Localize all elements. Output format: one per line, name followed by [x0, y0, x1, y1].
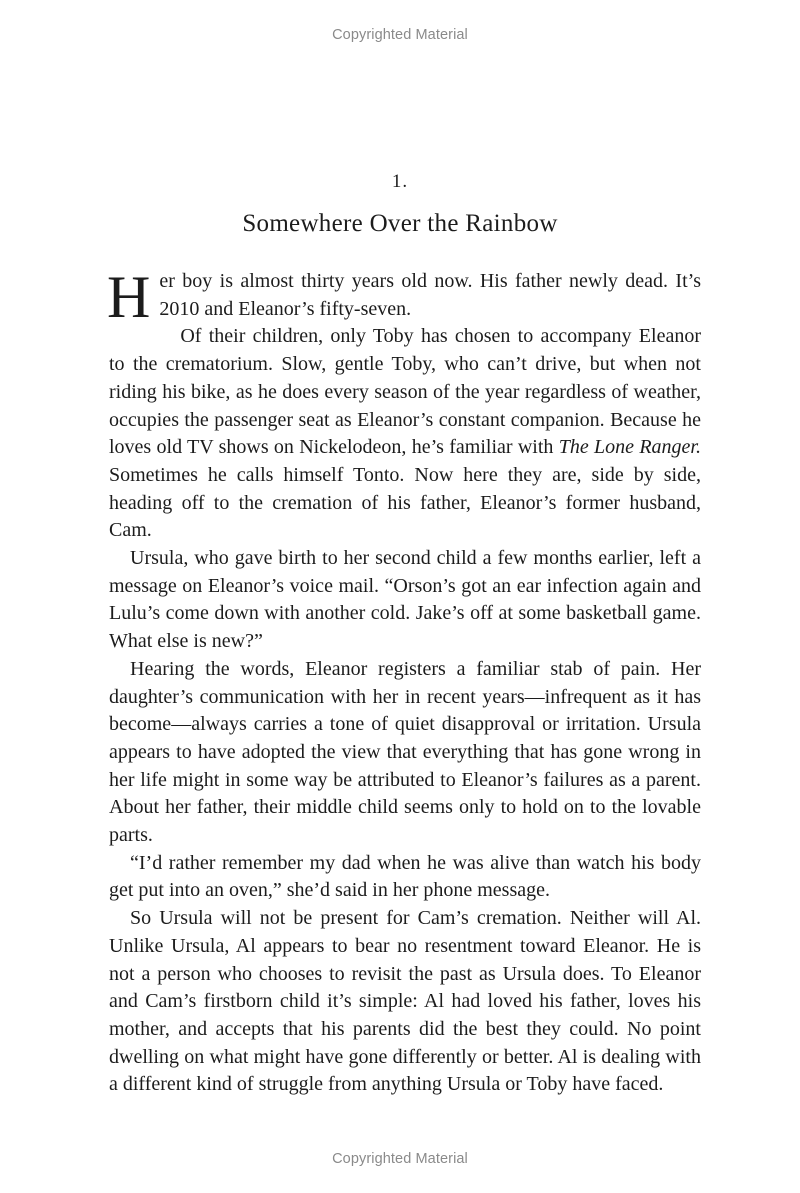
paragraph-2-text: Of their children, only Toby has chosen to accompany Eleanor to the crematorium. Slow, gentle Toby, who can’t drive, but when not riding his bike, as he does every season of the year regardless of weather, occupies the passenger seat as Eleanor’s constant companion. Because he loves old TV shows on Nickelodeon, he’s familiar with [109, 325, 701, 459]
chapter-body [107, 264, 701, 1099]
chapter-number: 1. [391, 171, 409, 192]
paragraph-4: Hearing the words, Eleanor registers a familiar stab of pain. Her daughter’s communication with her in recent years—infrequent as it has become—always carries a tone of quiet disapproval or irritation. Ursula appears to have adopted the view that everything that has gone wrong in her life might in some way be attributed to Eleanor’s failures as a parent. About her father, their middle child seems only to hold on to the lovable parts. [109, 657, 701, 847]
paragraph-1 [107, 264, 701, 330]
paragraph-5: “I’d rather remember my dad when he was alive than watch his body get put into an oven,” she’d said in her phone message. [109, 851, 701, 902]
paragraph-2 [109, 323, 701, 545]
paragraph-2-tail: Sometimes he calls himself Tonto. Now here they are, side by side, heading off to the cremation of his father, Eleanor’s former husband, Cam. [109, 463, 701, 542]
paragraph-3: Ursula, who gave birth to her second child a few months earlier, left a message on Eleanor’s voice mail. “Orson’s got an ear infection again and Lulu’s come down with another cold. Jake’s off at some basketball game. What else is new?” [109, 547, 701, 653]
paragraph-1-text: er boy is almost thirty years old now. His father newly dead. It’s 2010 and Eleanor’s fifty-seven. [159, 270, 701, 320]
book-title-italic: The Lone Ranger. [558, 436, 701, 459]
drop-cap: H [107, 264, 152, 330]
paragraph-6: So Ursula will not be present for Cam’s cremation. Neither will Al. Unlike Ursula, Al appears to bear no resentment toward Eleanor. He is not a person who chooses to revisit the past as Ursula does. To Eleanor and Cam’s firstborn child it’s simple: Al had loved his father, loves his mother, and accepts that his parents did the best they could. No point dwelling on what might have gone differently or better. Al is dealing with a different kind of struggle from anything Ursula or Toby have faced. [109, 907, 701, 1096]
copyright-watermark-top: Copyrighted Material [332, 27, 468, 43]
copyright-watermark-bottom: Copyrighted Material [332, 1151, 468, 1167]
chapter-title: Somewhere Over the Rainbow [242, 210, 558, 237]
